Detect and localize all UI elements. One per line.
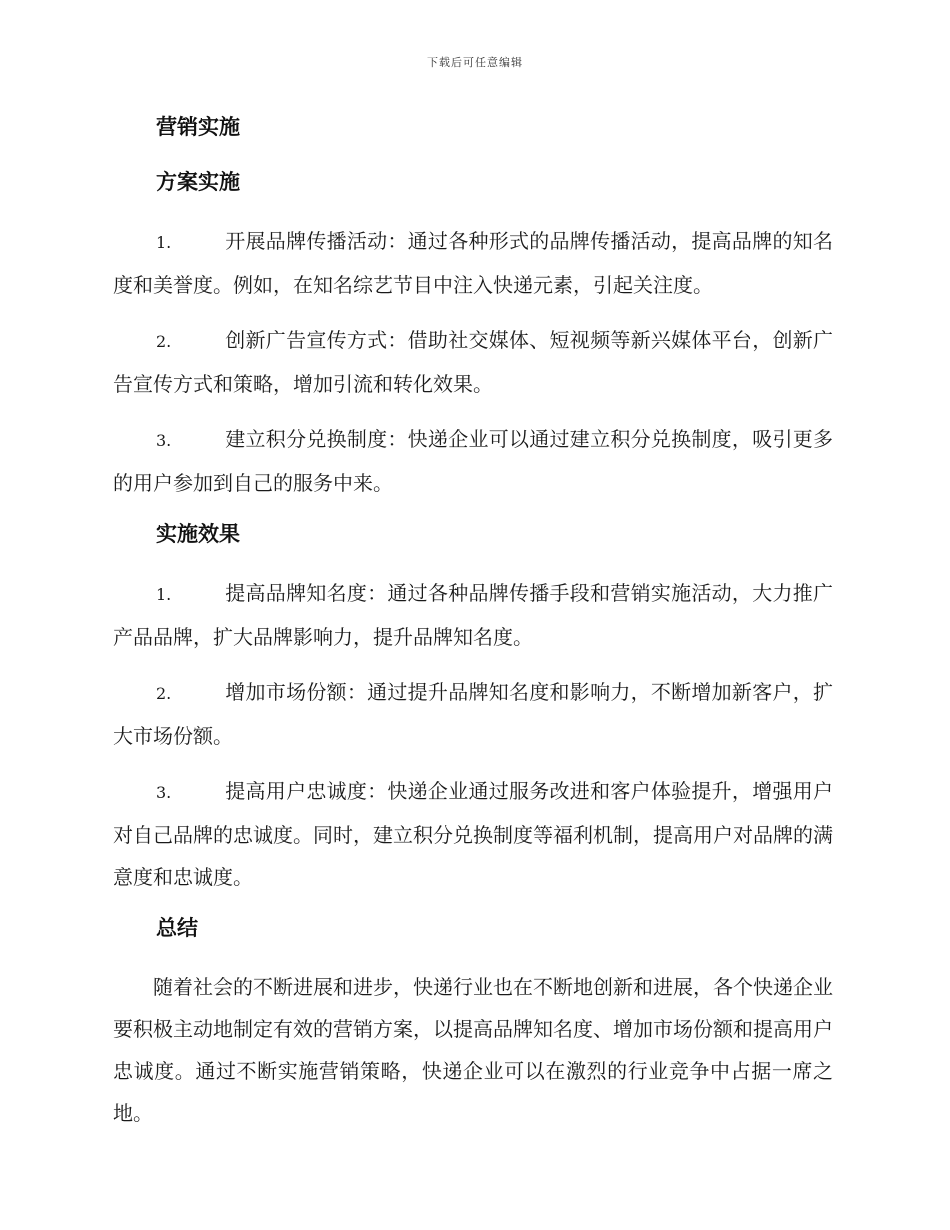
list-number: 2. — [156, 684, 172, 703]
section-heading-summary: 总结 — [156, 916, 198, 940]
summary-paragraph: 随着社会的不断进展和进步，快递行业也在不断地创新和进展，各个快递企业要积极主动地制定有效的营销方案，以提高品牌知名度、增加市场份额和提高用户忠诚度。通过不断实施营销策略，快递企业可以在激烈的行业竞争中占据一席之地。 — [113, 975, 833, 1125]
document-body — [113, 110, 833, 1134]
section-heading-effects: 实施效果 — [156, 522, 240, 546]
list-item-text: 提高品牌知名度：通过各种品牌传播手段和营销实施活动，大力推广产品品牌，扩大品牌影响力，提升品牌知名度。 — [113, 581, 833, 649]
list-item-text: 提高用户忠诚度：快递企业通过服务改进和客户体验提升，增强用户对自己品牌的忠诚度。同时，建立积分兑换制度等福利机制，提高用户对品牌的满意度和忠诚度。 — [113, 779, 833, 889]
list-item-text: 开展品牌传播活动：通过各种形式的品牌传播活动，提高品牌的知名度和美誉度。例如，在知名综艺节目中注入快递元素，引起关注度。 — [113, 229, 833, 297]
list-number: 2. — [156, 332, 172, 351]
list-number: 3. — [156, 783, 172, 802]
list-item — [113, 770, 833, 898]
list-number: 1. — [156, 585, 172, 604]
list-item — [113, 220, 833, 306]
list-item — [113, 671, 833, 757]
list-item-text: 建立积分兑换制度：快递企业可以通过建立积分兑换制度，吸引更多的用户参加到自己的服务中来。 — [113, 427, 833, 495]
list-item-text: 创新广告宣传方式：借助社交媒体、短视频等新兴媒体平台，创新广告宣传方式和策略，增加引流和转化效果。 — [113, 328, 833, 396]
page-header: 下载后可任意编辑 — [427, 56, 523, 69]
list-item — [113, 572, 833, 658]
list-item-text: 增加市场份额：通过提升品牌知名度和影响力，不断增加新客户，扩大市场份额。 — [113, 680, 833, 748]
list-number: 1. — [156, 233, 172, 252]
section-heading-implementation: 方案实施 — [156, 170, 240, 194]
page-title: 营销实施 — [156, 115, 240, 139]
list-number: 3. — [156, 431, 172, 450]
list-item — [113, 418, 833, 504]
list-item — [113, 319, 833, 405]
